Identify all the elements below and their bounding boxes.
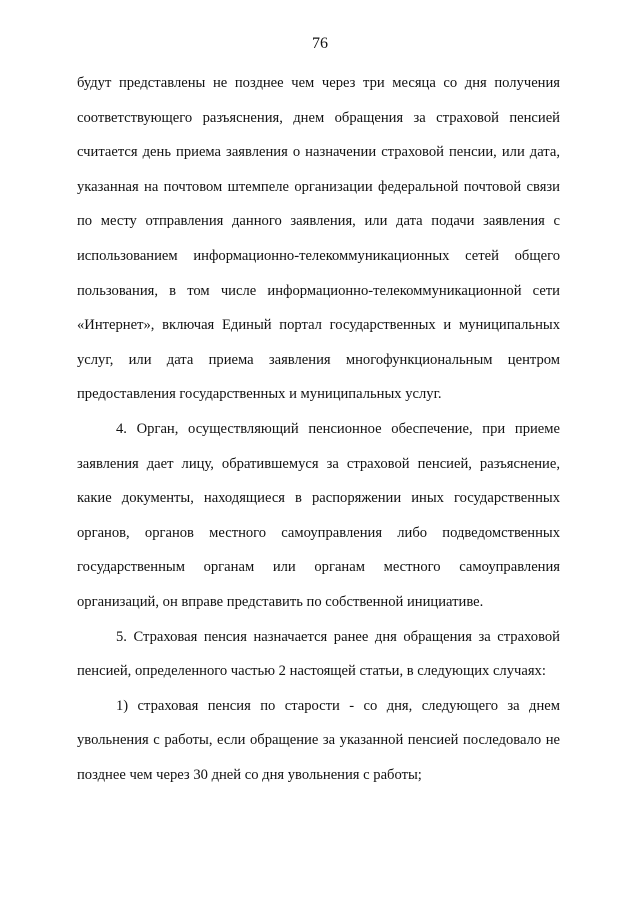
page-number: 76 — [312, 35, 328, 52]
paragraph-continuation: будут представлены не позднее чем через три месяца со дня получения соответствующего разъяснения, днем обращения за страховой пенсией считается день приема заявления о назначении страховой пенсии, или дата, указанная на почтовом штемпеле организации федеральной почтовой связи по месту отправления данного заявления, или дата подачи заявления с использованием информационно-телекоммуникационных сетей общего пользования, в том числе информационно-телекоммуникационной сети «Интернет», включая Единый портал государственных и муниципальных услуг, или дата приема заявления многофункциональным центром предоставления государственных и муниципальных услуг. — [77, 75, 560, 403]
document-body — [77, 66, 560, 792]
paragraph-item-4: 4. Орган, осуществляющий пенсионное обеспечение, при приеме заявления дает лицу, обратившемуся за страховой пенсией, разъяснение, какие документы, находящиеся в распоряжении иных государственных органов, органов местного самоуправления либо подведомственных государственным органам или органам местного самоуправления организаций, он вправе представить по собственной инициативе. — [77, 420, 560, 610]
paragraph-subitem-1: 1) страховая пенсия по старости - со дня, следующего за днем увольнения с работы, если обращение за указанной пенсией последовало не позднее чем через 30 дней со дня увольнения с работы; — [77, 697, 560, 783]
paragraph-item-5: 5. Страховая пенсия назначается ранее дня обращения за страховой пенсией, определенного частью 2 настоящей статьи, в следующих случаях: — [77, 628, 560, 680]
